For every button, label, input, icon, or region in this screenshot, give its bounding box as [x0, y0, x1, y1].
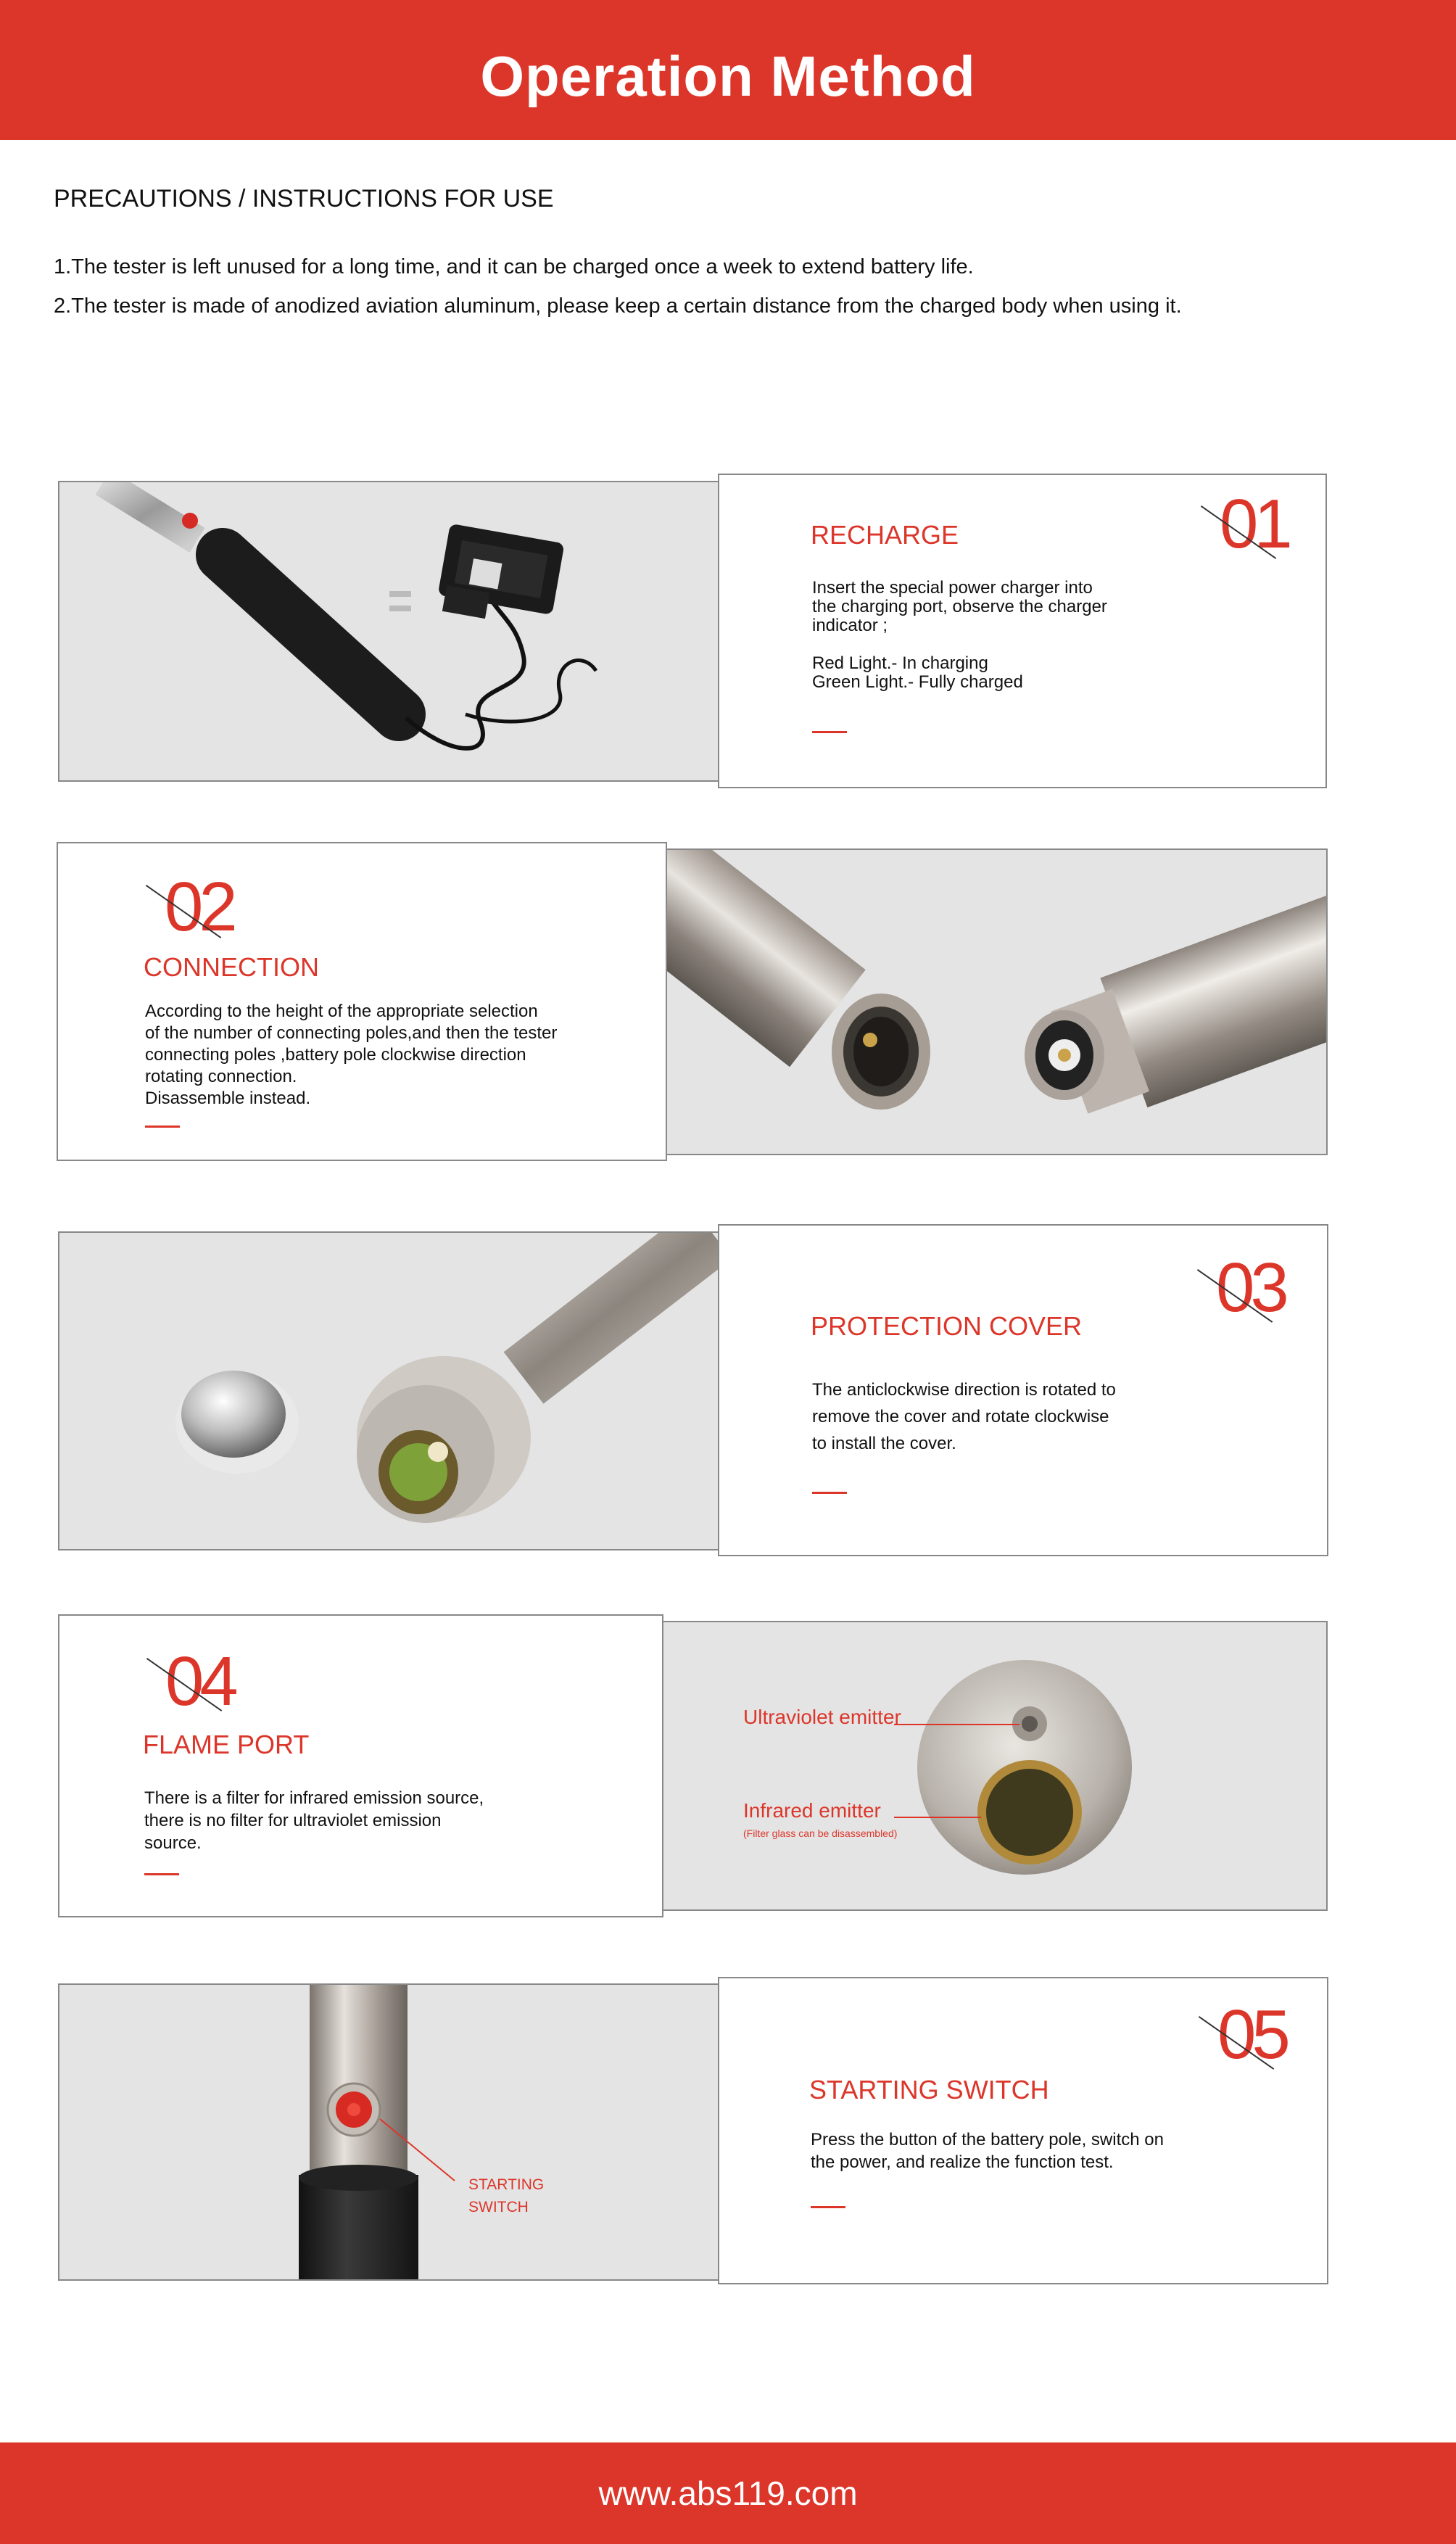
section-title: FLAME PORT — [143, 1730, 310, 1759]
section-number: 01 — [1220, 485, 1289, 563]
accent-dash — [812, 731, 847, 733]
section-title: PROTECTION COVER — [811, 1311, 1083, 1341]
recharge-photo — [58, 481, 724, 782]
accent-dash — [145, 1126, 180, 1128]
section-body: According to the height of the appropriate selection of the number of connecting poles,and then the tester connecting poles ,battery pole clockwise direction rotating connection. Disassemble instead. — [145, 1002, 558, 1108]
precautions-title: PRECAUTIONS / INSTRUCTIONS FOR USE — [54, 185, 554, 212]
footer-website-link[interactable]: www.abs119.com — [598, 2474, 858, 2512]
section-body: The anticlockwise direction is rotated to remove the cover and rotate clockwise to install the cover. — [812, 1380, 1116, 1453]
uv-emitter-label: Ultraviolet emitter — [743, 1706, 901, 1728]
precaution-item: 2.The tester is made of anodized aviation aluminum, please keep a certain distance from the charged body when using it. — [54, 294, 1182, 318]
starting-switch-photo — [58, 1983, 724, 2281]
precaution-item: 1.The tester is left unused for a long time, and it can be charged once a week to extend battery life. — [54, 255, 974, 278]
flame-port-photo — [657, 1621, 1328, 1911]
ir-emitter-note: (Filter glass can be disassembled) — [743, 1828, 898, 1839]
section-body: Press the button of the battery pole, switch on the power, and realize the function test. — [811, 2130, 1164, 2172]
section-number: 03 — [1216, 1249, 1285, 1326]
section-number: 05 — [1217, 1996, 1286, 2073]
protection-cover-photo — [58, 1231, 724, 1550]
starting-switch-callout: STARTING SWITCH — [468, 2176, 545, 2215]
connection-photo — [657, 848, 1328, 1155]
section-title: CONNECTION — [144, 952, 319, 982]
ir-emitter-label: Infrared emitter — [743, 1799, 881, 1822]
protection-cover-card — [718, 1224, 1328, 1556]
flame-port-card — [58, 1614, 663, 1917]
accent-dash — [812, 1492, 847, 1494]
accent-dash — [811, 2206, 845, 2208]
section-title: STARTING SWITCH — [809, 2075, 1049, 2105]
section-title: RECHARGE — [811, 520, 959, 550]
connection-card — [57, 842, 667, 1161]
recharge-card — [718, 474, 1327, 788]
section-body: There is a filter for infrared emission source, there is no filter for ultraviolet emission source. — [144, 1788, 484, 1853]
section-number: 02 — [165, 868, 233, 946]
section-number: 04 — [165, 1643, 234, 1720]
starting-switch-card — [718, 1977, 1328, 2284]
accent-dash — [144, 1873, 179, 1875]
section-body: Insert the special power charger into the charging port, observe the charger indicator ; Red Light.- In charging Green Light.- Fully charged — [812, 578, 1107, 692]
page-title: Operation Method — [480, 44, 976, 108]
